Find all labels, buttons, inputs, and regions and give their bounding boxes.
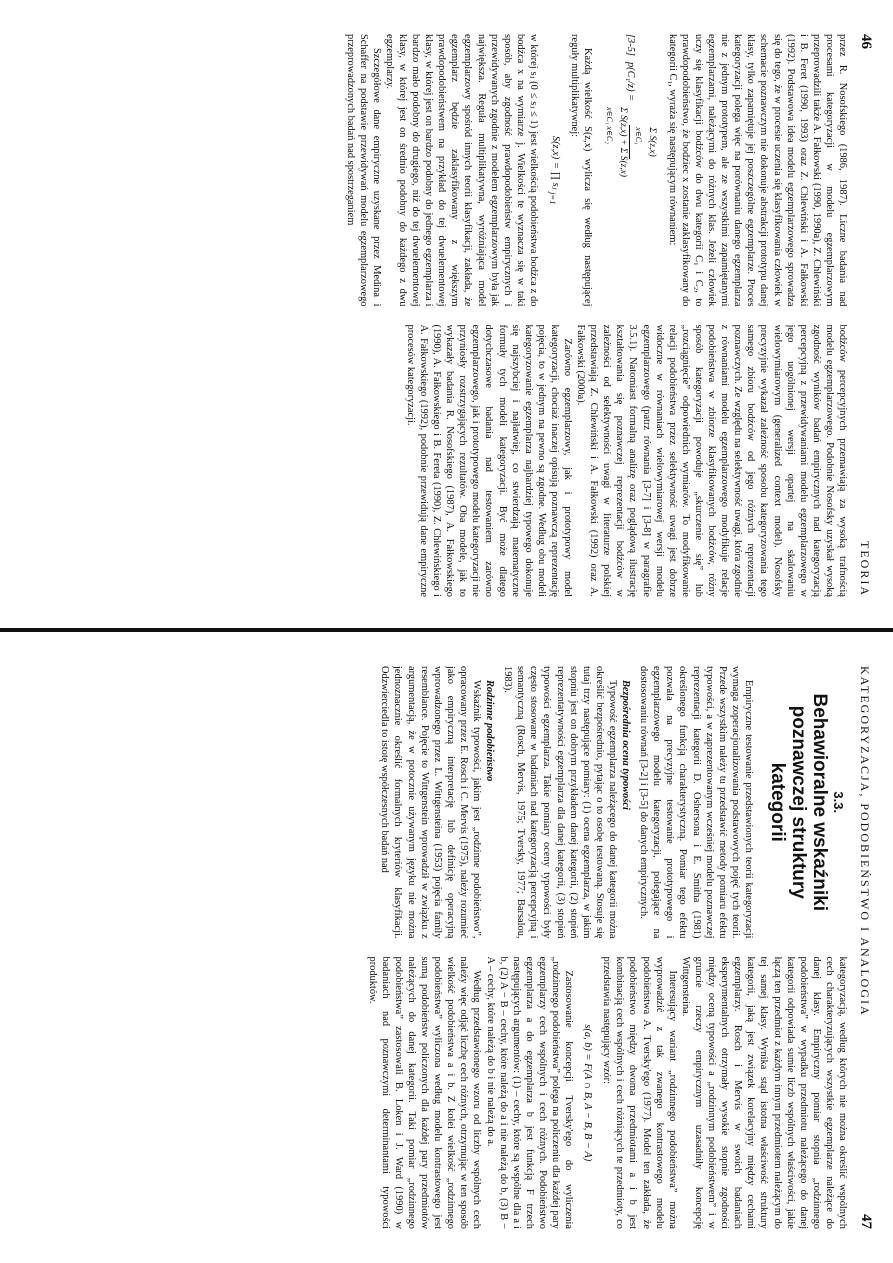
running-head: KATEGORYZACJA, PODOBIEŃSTWO I ANALOGIA bbox=[858, 666, 872, 1017]
paragraph: Według przedstawionego wzoru od liczby wspólnych cech należy więc odjąć liczbę cech różnych, otrzymując w ten sposób wielkość podobieństwa a i b. Z kolei wielkość „rodzinnego podobieństwa” wyliczona według modelu kontrastowego jest sumą podobieństw policzonych dla każdej pary przedmiotów należących do danej kategorii. Taki pomiar „rodzinnego podobieństwa” zastosowali B. Loken i J. Ward (1990) w badaniach nad poznawczymi determinantami typowości produktów. bbox=[366, 956, 483, 1229]
fraction-numerator bbox=[630, 125, 658, 158]
denominator-text: Σ S(z,x) + Σ S(z,x) bbox=[618, 107, 629, 178]
page-46 bbox=[0, 0, 893, 631]
page-47-content bbox=[0, 632, 893, 1263]
running-head: TEORIA bbox=[858, 541, 872, 597]
section-title: Behawioralne wskaźniki poznawczej struktury kategorii bbox=[766, 693, 830, 912]
equation-fraction bbox=[602, 107, 657, 177]
column-left bbox=[10, 34, 849, 307]
subheading: Bezpośrednia ocena typowości bbox=[620, 680, 632, 810]
page-47-columns bbox=[10, 666, 849, 1229]
denominator-subscript: x∈C₁ x∈C₂ bbox=[605, 107, 615, 144]
paragraph: bodźców percepcyjnych przemawiają za wysoką trafnością modelu egzemplarzowego. Podobnie Nosofsky uzyskał wysoką zgodność wyników badań empirycznych nad kategoryzacją percepcyjną z przewidywaniami modelu egzemplarzowego w jego uogólnionej wersji opartej na skalowaniu wielowymiarowym (generalized context model). Nosofsky precyzyjnie wykazał zależność sposobu kategoryzowania tego samego zbioru bodźców od jego różnych reprezentacji poznawczych. Ze względu na selektywność uwagi, która zgodnie z równaniami modelu egzemplarzowego modyfikuje relacje podobieństwa w zbiorze klasyfikowanych bodźców, różny sposób kategoryzacji powoduje „skurczenie się” lub „rozciągnięcie” odpowiednich wymiarów. To modyfikowanie relacji podobieństwa przez selektywność uwagi jest dobrze widoczne w równaniach wielowymiarowej wersji modelu egzemplarzowego (patrz równania [3-7] i [3-8] w paragrafie 3.5.1). Natomiast formalną analizę oraz poglądową ilustrację kształtowania się poznawczej reprezentacji bodźców w zależności od selektywności uwagi w literaturze polskiej przedstawiają Z. Chlewiński i A. Fałkowski (1992) oraz A. Fałkowski (2000a). bbox=[575, 324, 848, 597]
equation-multiplicative bbox=[546, 34, 562, 307]
page-46-columns bbox=[10, 34, 849, 597]
fraction-denominator bbox=[602, 107, 629, 177]
equation-contrast-model: s(a, b) = F(A ∩ B, A − B, B − A) bbox=[582, 1024, 594, 1162]
paragraph: Zarówno egzemplarzowy, jak i prototypowy model kategoryzacji, chociaż inaczej opisują poznawczą reprezentację pojęcia, to w jednym na pewno są zgodne. Według obu modeli kategoryzowanie egzemplarza najbardziej typowego dokonuje się najszybciej i najłatwiej, co stwierdzają matematyczne formuły tych modeli kategoryzacji. Być może dlatego dotychczasowe badania nad testowaniem zarówno egzemplarzowego, jak i prototypowego modelu kategoryzacji nie przyniosły rozstrzygających rezultatów. Oba modele, jak to wykazały badania R. Nosofskiego (1987), A. Fałkowskiego (1990), A. Fałkowskiego i B. Fereta (1990), Z. Chlewińskiego i A. Fałkowskiego (1992), podobnie przewidują dane empiryczne procesów kategoryzacji. bbox=[404, 324, 574, 597]
paragraph: Zastosowanie koncepcji Tversky'ego do wyliczenia „rodzinnego podobieństwa” polega na policzeniu dla każdej pary egzemplarzy cech wspólnych i cech różnych. Podobieństwo egzemplarza a do egzemplarza b jest funkcją F trzech następujących argumentów: (1) – cechy, które są wspólne dla a i b, (2) A − B – cechy, które należą do a i nie należą do b, (3) B − A – cechy, które należą do b i nie należą do a. bbox=[484, 956, 575, 1229]
page-46-header bbox=[857, 34, 879, 597]
paragraph: Każdą wielkość S(z,x) wylicza się według następującej reguły multiplikatywnej: bbox=[569, 34, 594, 307]
paragraph: Empiryczne testowanie przedstawionych teorii kategoryzacji wymaga zoperacjonalizowania podstawowych pojęć tych teorii. Przede wszystkim należy tu przedstawić metody pomiaru efektu typowości, a w zaprezentowanym wcześniej modelu poznawczej reprezentacji kategorii D. Oshersona i E. Smitha (1981) określonego funkcją charakterystyczną. Pomiar tego efektu pozwala na precyzyjne testowanie prototypowego i egzemplarzowego modelu kategoryzacji, polegające na dostosowaniu równań [3-2] i [3-5] do danych empirycznych. bbox=[638, 666, 754, 939]
paragraph: Szczegółowe dane empiryczne uzyskane przez Medina i Schaffer na podstawie przewidywań modelu egzemplarzowego przeprowadzonych badań nad spostrzeganiem bbox=[344, 34, 382, 307]
paragraph: Typowość egzemplarza należącego do danej kategorii można określić bezpośrednio, pytając o to osobę testowaną. Stosuje się tutaj trzy następujące pomiary: (1) ocena egzemplarza, w jakim stopniu jest on dobrym przykładem danej kategorii, (2) stopień reprezentatywności egzemplarza dla danej kategorii, (3) stopień typowości egzemplarza. Takie pomiary oceny typowości były często stosowane w badaniach nad kategoryzacją percepcyjną i semantyczną (Rosch, Mervis, 1975; Tversky, 1977; Barsalou, 1983). bbox=[502, 666, 618, 939]
paragraph: Interesujący wariant „rodzinnego podobieństwa” można wyprowadzić z tak zwanego kontrastowego modelu podobieństwa A. Tversky'ego (1977). Model ten zakłada, że podobieństwo między dwoma przedmiotami a i b jest kombinacją cech wspólnych i cech różniących te przedmioty, co przedstawia następujący wzór: bbox=[601, 956, 678, 1229]
column-right bbox=[10, 957, 849, 1230]
numerator-text: Σ S(z,x) bbox=[646, 127, 657, 157]
subheading: Rodzinne podobieństwo bbox=[484, 680, 496, 782]
paragraph: kategoryzacją, według których nie można określić wspólnych cech charakteryzujących wszystkie egzemplarze należące do danej klasy. Empiryczny pomiar stopnia „rodzinnego podobieństwa” w wypadku przedmiotu należącego do danej kategorii odpowiada sumie liczb wspólnych właściwości, jakie łączą ten przedmiot z każdym innym przedmiotem należącym do tej samej klasy. Wynika stąd istotna właściwość struktury kategorii, jaką jest związek korelacyjny między cechami egzemplarzy. Rosch i Mervis w swoich badaniach eksperymentalnych otrzymały wysokie stopnie zgodności między oceną typowości a „rodzinnym podobieństwem” i w gruncie rzeczy empirycznym uzasadniły koncepcję Wittgensteina. bbox=[679, 956, 848, 1229]
numerator-subscript: x∈C₁ bbox=[633, 127, 643, 145]
page-47-header bbox=[857, 666, 879, 1229]
section-number: 3.3. bbox=[831, 791, 846, 814]
page-46-content bbox=[0, 0, 893, 631]
paragraph: przez R. Nosofskiego (1986, 1987). Liczne badania nad procesami kategoryzacji w modelu egzemplarzowym przeprowadzili także A. Fałkowski (1990, 1990a), Z. Chlewiński i B. Feret (1990, 1993) oraz Z. Chlewiński i A. Fałkowski (1992). Podstawowa idea modelu egzemplarzowego sprowadza się do tego, że w procesie uczenia się klasyfikowania człowiek w schemacie poznawczym nie dokonuje abstrakcji prototypu danej klasy, tylko zapamiętuje jej poszczególne egzemplarze. Proces kategoryzacji polega więc na porównaniu danego egzemplarza nie z jednym prototypem, ale ze wszystkimi zapamiętanymi egzemplarzami, należącymi do różnych klas. Jeżeli człowiek uczy się klasyfikacji bodźców do dwu kategorii C₁ i C₂, to prawdopodobieństwo, że bodziec x zostanie zaklasyfikowany do kategorii C₁, wyraża się następującym równaniem: bbox=[666, 34, 848, 307]
equation-3-5 bbox=[602, 34, 657, 307]
page-number: 47 bbox=[858, 1214, 874, 1229]
page-number: 46 bbox=[858, 34, 874, 49]
equation-subscript: j=1 bbox=[548, 192, 559, 205]
equation-lhs: p(C₁/z) = bbox=[624, 61, 636, 102]
paragraph: w której sⱼ (0 ≤ sⱼ ≤ 1) jest wielkością podobieństwa bodźca z do bodźca x na wymiarze j. Wielkości te wyznacza się w taki sposób, aby zgodność prawdopodobieństw empirycznych i przewidywanych zgodnie z modelem egzemplarzowym była jak największa. Reguła multiplikatywna, wyróżniająca model egzemplarzowy spośród innych teorii klasyfikacji, zakłada, że egzemplarz będzie zaklasyfikowany z większym prawdopodobieństwem na przykład do tej dwuelementowej klasy, w której jest on bardzo podobny do jednego egzemplarza i bardzo mało podobny do drugiego, niż do tej dwuelementowej klasy, w której jest on średnio podobny do każdego z dwu egzemplarzy. bbox=[383, 34, 539, 307]
column-left bbox=[10, 666, 849, 939]
paragraph: Wskaźnik typowości, jakim jest „rodzinne podobieństwo”, opracowany przez E. Rosch i C. Mervis (1975), należy rozumieć jako empiryczną interpretację lub definicję operacyjną wprowadzonego przez L. Wittgensteina (1953) pojęcia family resemblance. Pojęcie to Wittgenstein wprowadził w związku z argumentacją, że w potocznie używanym języku nie można jednoznacznie określić formalnych kryteriów klasyfikacji. Odzwierciedla to istotę współczesnych badań nad bbox=[379, 666, 483, 939]
page-47 bbox=[0, 632, 893, 1263]
equation-text: S(z,x) = ∏ sⱼ bbox=[550, 135, 562, 190]
column-right bbox=[10, 325, 849, 598]
equation-label: [3-5] bbox=[624, 34, 636, 56]
